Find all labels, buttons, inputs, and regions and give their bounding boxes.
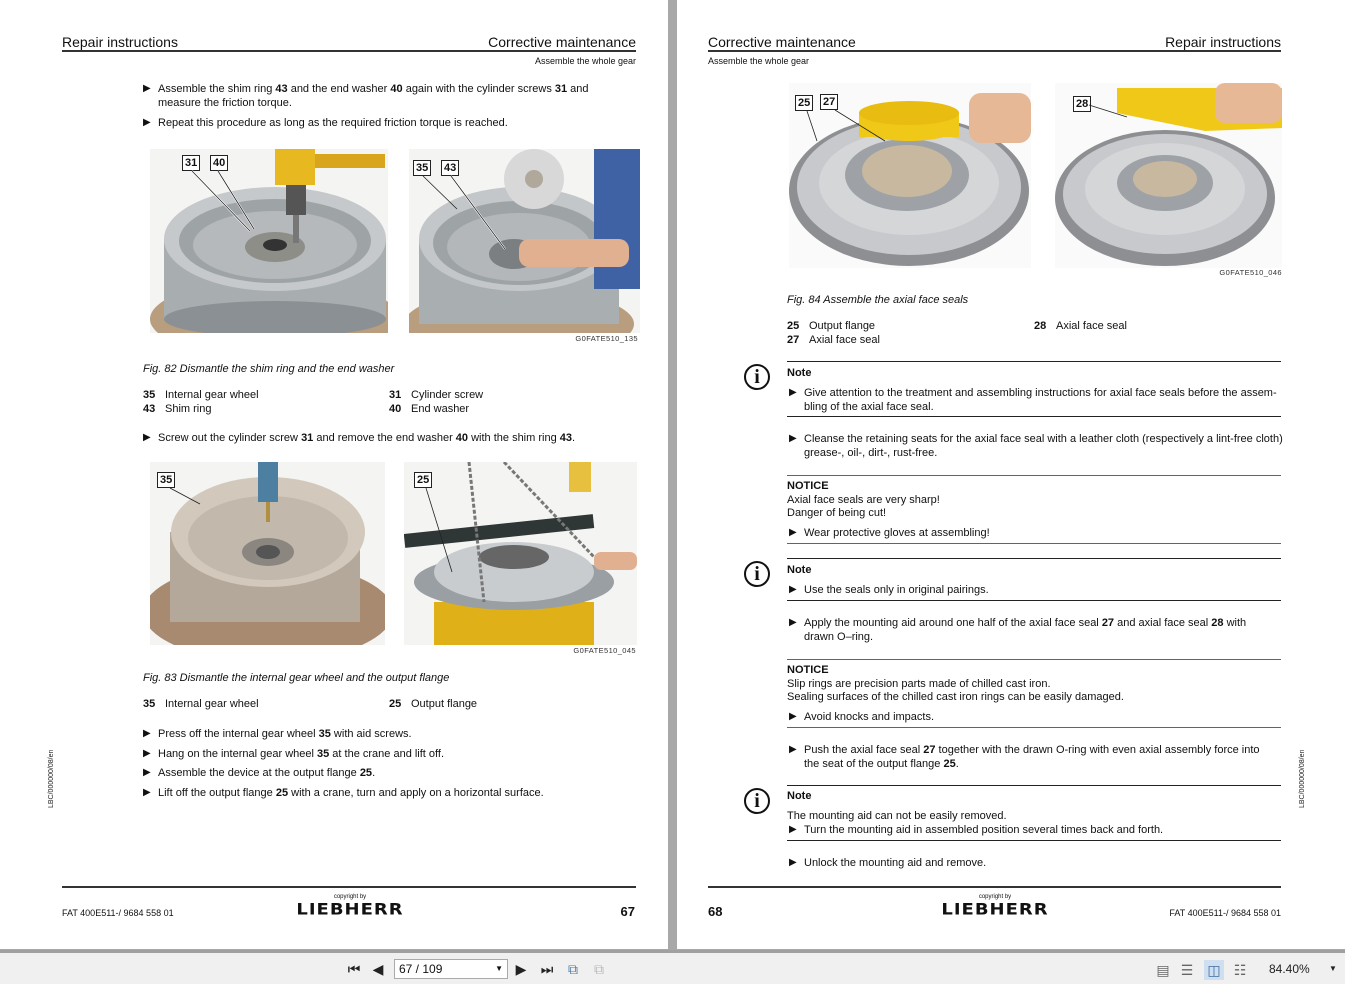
page-67: Repair instructions Corrective maintenance Assemble the whole gear ▶ Assemble the shim ring 43 and the end washer 40 again with the cylinder screws 31 and measure the friction torque. ▶ Repeat this procedure as long as the required friction torque is reached. 31 40 35 43 G0FATE510_135 Fig. 82 Dismantle the shim ring and the end washer 35 Internal gear wheel 43 Shim ring 31 Cylinder screw 40 End washer ▶ Screw out the cylinder screw 31 and remove the end washer 40 with the shim ring 43. 35 25 G0FATE510_045 Fig. 83 Dismantle the internal gear wheel and the output flange 35 Internal gear wheel 25 Output flange ▶ Press off the internal gear wheel 35 with aid screws. ▶ Hang on the internal gear wheel 35 at the crane and lift off. ▶ Assemble the device at the output flange 25. ▶ Lift off the output flange 25 with a crane, turn and apply on a horizontal surface. LBC/000000/08/en FAT 400E511-/ 9684 558 01 copyright by LIEBHERR 67 — [0, 0, 668, 949]
photo-fig83-output-flange — [404, 462, 637, 645]
zoom-level[interactable]: 84.40% — [1269, 962, 1310, 976]
bullet-arrow-icon: ▶ — [143, 432, 151, 443]
figure-caption-83: Fig. 83 Dismantle the internal gear wheel and the output flange — [143, 672, 450, 684]
header-rule — [708, 50, 1281, 52]
image-code: G0FATE510_135 — [575, 334, 638, 343]
callout-31: 31 — [182, 155, 200, 171]
notice-text: Danger of being cut! — [787, 507, 887, 519]
viewer-toolbar — [0, 950, 1345, 984]
bullet-arrow-icon: ▶ — [143, 748, 151, 759]
page-number: 68 — [708, 904, 723, 919]
figure-caption-84: Fig. 84 Assemble the axial face seals — [787, 294, 969, 306]
legend-item: 28 Axial face seal — [1034, 320, 1127, 332]
footer-doc-number: FAT 400E511-/ 9684 558 01 — [62, 908, 174, 918]
note-rule-bottom — [787, 416, 1281, 417]
last-page-icon: ⏭ — [540, 961, 554, 977]
info-icon: i — [744, 561, 770, 587]
bullet-arrow-icon: ▶ — [789, 824, 797, 835]
bullet-arrow-icon: ▶ — [789, 744, 797, 755]
notice-text: Axial face seals are very sharp! — [787, 494, 940, 506]
notice-rule-bottom — [787, 543, 1281, 544]
header-chapter: Corrective maintenance — [708, 34, 856, 50]
next-page-button[interactable] — [514, 960, 528, 978]
page-number-field[interactable]: 67 / 109 ▼ — [394, 959, 508, 979]
notice-text: Slip rings are precision parts made of chilled cast iron. — [787, 678, 1051, 690]
header-section: Repair instructions — [62, 34, 178, 50]
previous-page-icon: ◀ — [372, 961, 384, 977]
next-page-icon: ▶ — [515, 961, 527, 977]
notice-text: Sealing surfaces of the chilled cast iron rings can be easily damaged. — [787, 691, 1124, 703]
side-doc-code: LBC/000000/08/en — [1299, 749, 1306, 808]
subheader: Assemble the whole gear — [708, 56, 810, 66]
note-title: Note — [787, 564, 812, 576]
note-rule-bottom — [787, 600, 1281, 601]
view-single-page-button[interactable] — [1153, 960, 1173, 980]
view-two-page-button[interactable] — [1204, 960, 1224, 980]
callout-28: 28 — [1073, 96, 1091, 112]
callout-40: 40 — [210, 155, 228, 171]
notice-rule-top — [787, 659, 1281, 660]
note-text: The mounting aid can not be easily removed. — [787, 810, 1007, 822]
bullet-arrow-icon: ▶ — [789, 527, 797, 538]
callout-35: 35 — [157, 472, 175, 488]
page-68: Corrective maintenance Repair instructions Assemble the whole gear 25 27 28 G0FATE510_046 Fig. 84 Assemble the axial face seals 25 Output flange 27 Axial face seal 28 Axial face seal i Note ▶ Give attention to the treatment and assembling instructions for axial face seals before the assem- bling of the axial face seal. ▶ Cleanse the retaining seats for the axial face seal with a leather cloth (respectively a lint-free cloth) grease-, oil-, dirt-, rust-free. NOTICE Axial face seals are very sharp! Danger of being cut! ▶ Wear protective gloves at assembling! i Note ▶ Use the seals only in original pairings. ▶ Apply the mounting aid around one half of the axial face seal 27 and axial face seal 28 with drawn O–ring. NOTICE Slip rings are precision parts made of chilled cast iron. Sealing surfaces of the chilled cast iron rings can be easily damaged. ▶ Avoid knocks and impacts. ▶ Push the axial face seal 27 together with the drawn O-ring with even axial assembly force into the seat of the output flange 25. i Note The mounting aid can not be easily removed. ▶ Turn the mounting aid in assembled position several times back and forth. ▶ Unlock the mounting aid and remove. LBC/000000/08/en 68 copyright by LIEBHERR FAT 400E511-/ 9684 558 01 — [677, 0, 1345, 949]
legend-item: 43 Shim ring — [143, 403, 212, 415]
header-section: Repair instructions — [1165, 34, 1281, 50]
info-icon: i — [744, 788, 770, 814]
next-view-icon: ⧉ — [594, 961, 604, 977]
callout-35: 35 — [413, 160, 431, 176]
page-number: 67 — [620, 904, 635, 919]
legend-item: 40 End washer — [389, 403, 470, 415]
chevron-down-icon: ▼ — [1329, 964, 1337, 973]
liebherr-logo: copyright by LIEBHERR — [296, 894, 404, 919]
side-doc-code: LBC/000000/08/en — [48, 749, 55, 808]
notice-rule-bottom — [787, 727, 1281, 728]
zoom-dropdown[interactable] — [1328, 960, 1338, 978]
notice-title: NOTICE — [787, 664, 829, 676]
legend-item: 35 Internal gear wheel — [143, 389, 259, 401]
notice-title: NOTICE — [787, 480, 829, 492]
callout-25: 25 — [414, 472, 432, 488]
bullet-arrow-icon: ▶ — [143, 767, 151, 778]
bullet-arrow-icon: ▶ — [143, 117, 151, 128]
photo-fig82-cylinder-screws — [150, 149, 388, 333]
callout-25: 25 — [795, 95, 813, 111]
two-page-icon: ◫ — [1207, 962, 1221, 978]
bullet-arrow-icon: ▶ — [789, 711, 797, 722]
chevron-down-icon[interactable]: ▼ — [495, 964, 503, 973]
bullet-arrow-icon: ▶ — [789, 584, 797, 595]
page-back-button[interactable] — [564, 960, 582, 978]
first-page-icon: ⏮ — [347, 961, 361, 977]
note-rule-top — [787, 558, 1281, 559]
single-page-icon: ▤ — [1156, 962, 1170, 978]
view-two-page-continuous-button[interactable] — [1230, 960, 1250, 980]
footer-doc-number: FAT 400E511-/ 9684 558 01 — [1169, 908, 1281, 918]
note-rule-top — [787, 785, 1281, 786]
footer-rule — [62, 886, 636, 888]
bullet-arrow-icon: ▶ — [789, 433, 797, 444]
photo-fig83-internal-gear — [150, 462, 385, 645]
note-title: Note — [787, 790, 812, 802]
bullet-arrow-icon: ▶ — [143, 787, 151, 798]
photo-fig82-shim-ring — [409, 149, 640, 333]
bullet-arrow-icon: ▶ — [789, 617, 797, 628]
legend-item: 25 Output flange — [787, 320, 876, 332]
subheader: Assemble the whole gear — [534, 56, 636, 66]
callout-43: 43 — [441, 160, 459, 176]
info-icon: i — [744, 364, 770, 390]
legend-item: 25 Output flange — [389, 698, 478, 710]
bullet-arrow-icon: ▶ — [143, 728, 151, 739]
page-forward-button[interactable] — [590, 960, 608, 978]
previous-view-icon: ⧉ — [568, 961, 578, 977]
photo-fig84-seal-27 — [789, 83, 1031, 268]
first-page-button[interactable] — [345, 960, 363, 978]
photo-fig84-seal-28 — [1055, 83, 1282, 268]
bullet-arrow-icon: ▶ — [789, 857, 797, 868]
bullet-arrow-icon: ▶ — [143, 83, 151, 94]
previous-page-button[interactable] — [371, 960, 385, 978]
figure-caption-82: Fig. 82 Dismantle the shim ring and the end washer — [143, 363, 395, 375]
notice-rule-top — [787, 475, 1281, 476]
two-page-continuous-icon: ☷ — [1233, 962, 1247, 978]
callout-27: 27 — [820, 94, 838, 110]
liebherr-logo: copyright by LIEBHERR — [941, 894, 1049, 919]
legend-item: 31 Cylinder screw — [389, 389, 484, 401]
last-page-button[interactable] — [538, 960, 556, 978]
footer-rule — [708, 886, 1281, 888]
header-rule — [62, 50, 636, 52]
legend-item: 27 Axial face seal — [787, 334, 880, 346]
bullet-arrow-icon: ▶ — [789, 387, 797, 398]
note-rule-top — [787, 361, 1281, 362]
legend-item: 35 Internal gear wheel — [143, 698, 259, 710]
header-chapter: Corrective maintenance — [488, 34, 636, 50]
continuous-page-icon: ☰ — [1180, 962, 1194, 978]
image-code: G0FATE510_045 — [573, 646, 636, 655]
note-rule-bottom — [787, 840, 1281, 841]
note-title: Note — [787, 367, 812, 379]
image-code: G0FATE510_046 — [1219, 268, 1282, 277]
view-continuous-button[interactable] — [1177, 960, 1197, 980]
